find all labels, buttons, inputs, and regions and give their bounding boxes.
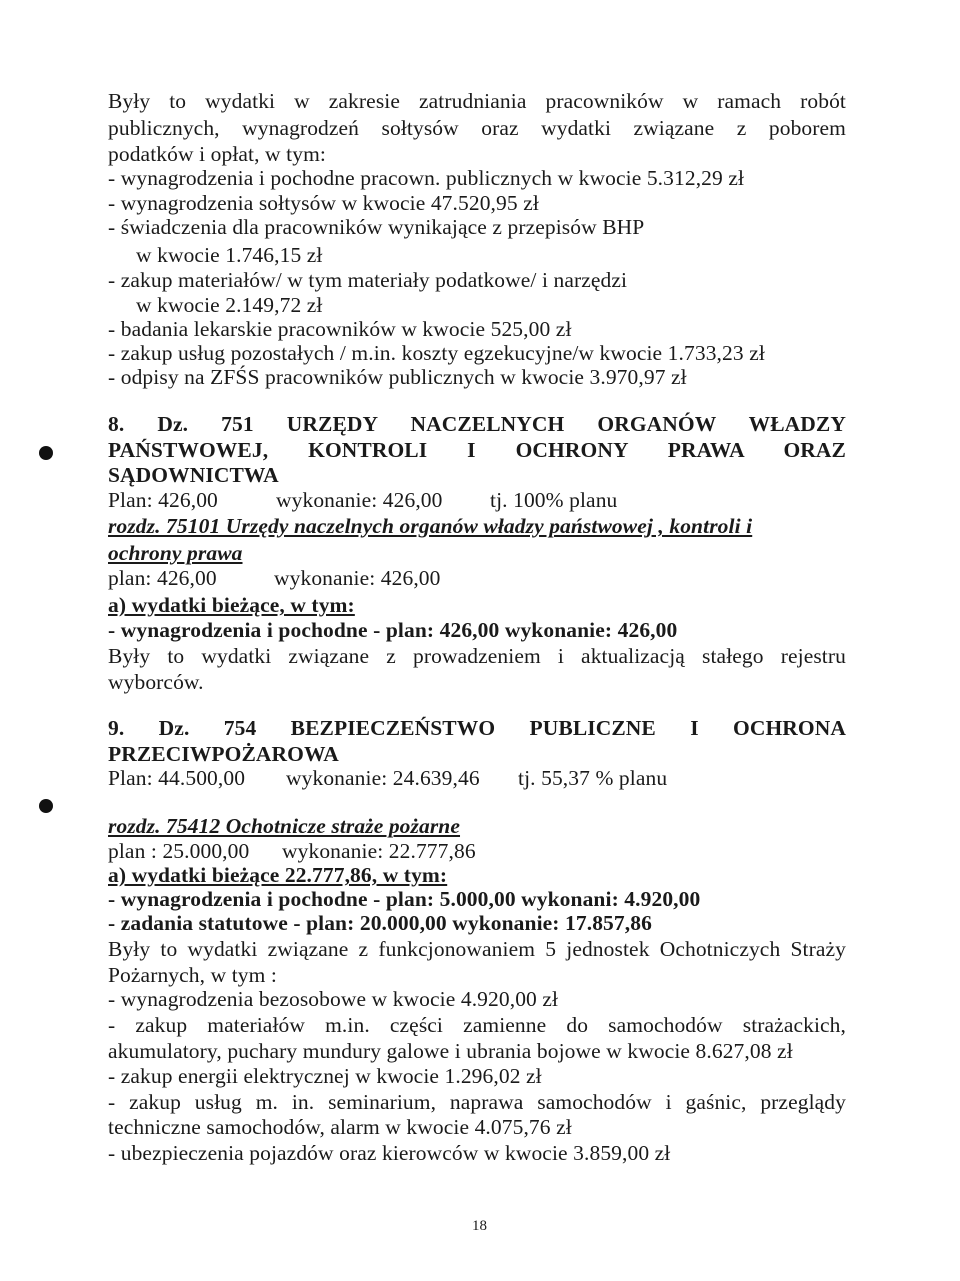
list-item: - wynagrodzenia bezosobowe w kwocie 4.920,00 zł xyxy=(108,987,559,1011)
expense-item: - zadania statutowe - plan: 20.000,00 wykonanie: 17.857,86 xyxy=(108,911,652,935)
paragraph-line: Były to wydatki w zakresie zatrudniania pracowników w ramach robót xyxy=(108,89,846,113)
expenses-subheading: a) wydatki bieżące 22.777,86, w tym: xyxy=(108,863,448,887)
section-heading: PAŃSTWOWEJ, KONTROLI I OCHRONY PRAWA ORAZ xyxy=(108,438,846,462)
paragraph-line: publicznych, wynagrodzeń sołtysów oraz wydatki związane z poborem xyxy=(108,116,846,140)
plan-value: plan : 25.000,00 xyxy=(108,839,250,863)
plan-row xyxy=(108,565,441,591)
plan-row xyxy=(108,838,476,864)
paragraph-line: Pożarnych, w tym : xyxy=(108,963,277,987)
list-item: - zakup materiałów/ w tym materiały podatkowe/ i narzędzi xyxy=(108,268,628,292)
list-item: - wynagrodzenia sołtysów w kwocie 47.520,95 zł xyxy=(108,191,539,215)
section-heading: 9. Dz. 754 BEZPIECZEŃSTWO PUBLICZNE I OCHRONA xyxy=(108,716,846,740)
execution-value: wykonanie: 22.777,86 xyxy=(282,839,476,863)
list-item: - badania lekarskie pracowników w kwocie 525,00 zł xyxy=(108,317,572,341)
list-item: - świadczenia dla pracowników wynikające z przepisów BHP xyxy=(108,215,645,239)
punch-hole-bottom xyxy=(39,799,53,813)
chapter-title: rozdz. 75101 Urzędy naczelnych organów władzy państwowej , kontroli i xyxy=(108,514,753,538)
list-item: - zakup energii elektrycznej w kwocie 1.296,02 zł xyxy=(108,1064,542,1088)
punch-hole-top xyxy=(39,446,53,460)
paragraph-line: wyborców. xyxy=(108,670,204,694)
list-item: - zakup materiałów m.in. części zamienne do samochodów strażackich, xyxy=(108,1013,846,1037)
section-heading: SĄDOWNICTWA xyxy=(108,463,279,487)
list-item: techniczne samochodów, alarm w kwocie 4.075,76 zł xyxy=(108,1115,572,1139)
expense-item: - wynagrodzenia i pochodne - plan: 426,00 wykonanie: 426,00 xyxy=(108,618,678,642)
list-item: - odpisy na ZFŚS pracowników publicznych w kwocie 3.970,97 zł xyxy=(108,365,687,389)
paragraph-line: podatków i opłat, w tym: xyxy=(108,142,326,166)
list-item: - zakup usług pozostałych / m.in. koszty egzekucyjne/w kwocie 1.733,23 zł xyxy=(108,341,765,365)
paragraph-line: Były to wydatki związane z funkcjonowaniem 5 jednostek Ochotniczych Straży xyxy=(108,937,846,961)
plan-value: Plan: 426,00 xyxy=(108,488,218,512)
execution-value: wykonanie: 426,00 xyxy=(276,488,443,512)
execution-value: wykonanie: 24.639,46 xyxy=(286,766,480,790)
paragraph-line: Były to wydatki związane z prowadzeniem i aktualizacją stałego rejestru xyxy=(108,644,846,668)
chapter-title: ochrony prawa xyxy=(108,541,243,565)
percent-value: tj. 100% planu xyxy=(490,488,618,512)
chapter-title: rozdz. 75412 Ochotnicze straże pożarne xyxy=(108,814,461,838)
plan-row xyxy=(108,765,667,791)
percent-value: tj. 55,37 % planu xyxy=(518,766,668,790)
list-item: akumulatory, puchary mundury galowe i ubrania bojowe w kwocie 8.627,08 zł xyxy=(108,1039,793,1063)
plan-row xyxy=(108,487,617,513)
expense-item: - wynagrodzenia i pochodne - plan: 5.000,00 wykonani: 4.920,00 xyxy=(108,887,701,911)
section-heading: PRZECIWPOŻAROWA xyxy=(108,742,339,766)
list-item: w kwocie 2.149,72 zł xyxy=(136,293,323,317)
plan-value: Plan: 44.500,00 xyxy=(108,766,246,790)
list-item: - ubezpieczenia pojazdów oraz kierowców w kwocie 3.859,00 zł xyxy=(108,1141,671,1165)
plan-value: plan: 426,00 xyxy=(108,566,217,590)
list-item: - zakup usług m. in. seminarium, naprawa samochodów i gaśnic, przeglądy xyxy=(108,1090,846,1114)
expenses-subheading: a) wydatki bieżące, w tym: xyxy=(108,593,355,617)
page-number: 18 xyxy=(472,1218,487,1234)
list-item: - wynagrodzenia i pochodne pracown. publicznych w kwocie 5.312,29 zł xyxy=(108,166,745,190)
list-item: w kwocie 1.746,15 zł xyxy=(136,243,323,267)
section-heading: 8. Dz. 751 URZĘDY NACZELNYCH ORGANÓW WŁADZY xyxy=(108,412,846,436)
execution-value: wykonanie: 426,00 xyxy=(274,566,441,590)
